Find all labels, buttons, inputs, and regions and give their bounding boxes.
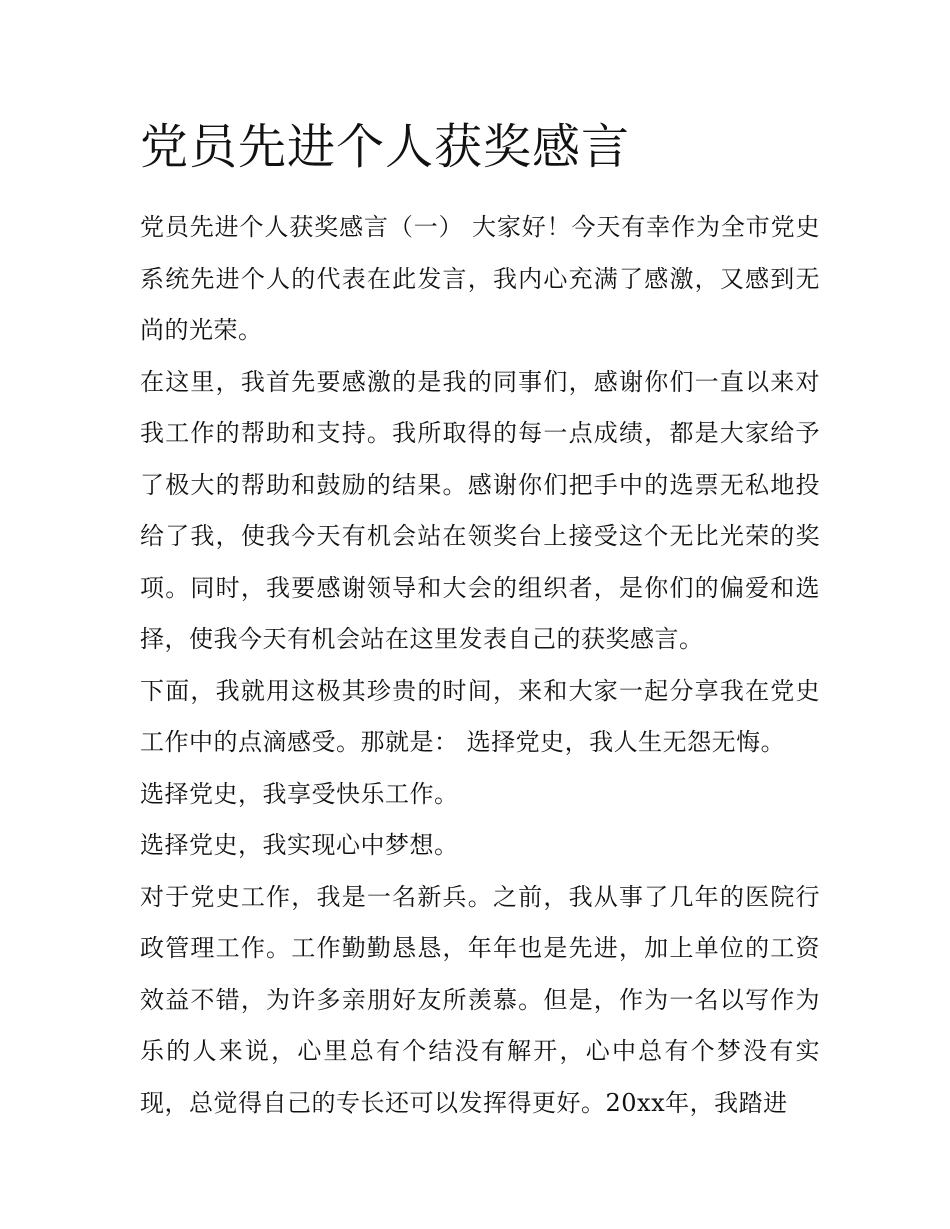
paragraph-thanks: 在这里，我首先要感激的是我的同事们，感谢你们一直以来对我工作的帮助和支持。我所取得的每一点成绩，都是大家给予了极大的帮助和鼓励的结果。感谢你们把手中的选票无私地投给了我，使我今天有机会站在领奖台上接受这个无比光荣的奖项。同时，我要感谢领导和大会的组织者，是你们的偏爱和选择，使我今天有机会站在这里发表自己的获奖感言。 (140, 367, 820, 653)
paragraph-sharing: 下面，我就用这极其珍贵的时间，来和大家一起分享我在党史工作中的点滴感受。那就是： 选择党史，我人生无怨无悔。 (140, 676, 820, 756)
paragraph-background: 对于党史工作，我是一名新兵。之前，我从事了几年的医院行政管理工作。工作勤勤恳恳，年年也是先进，加上单位的工资效益不错，为许多亲朋好友所羡慕。但是，作为一名以写作为乐的人来说，心里总有个结没有解开，心中总有个梦没有实现，总觉得自己的专长还可以发挥得更好。20xx年，我踏进 (140, 882, 820, 1117)
document-page (140, 112, 820, 1129)
paragraph-dream: 选择党史，我实现心中梦想。 (140, 831, 459, 859)
document-title: 党员先进个人获奖感言 (140, 119, 631, 175)
paragraph-opening: 党员先进个人获奖感言（一） 大家好！今天有幸作为全市党史系统先进个人的代表在此发言，我内心充满了感激，又感到无尚的光荣。 (140, 213, 820, 344)
paragraph-happy-work: 选择党史，我享受快乐工作。 (140, 779, 459, 808)
